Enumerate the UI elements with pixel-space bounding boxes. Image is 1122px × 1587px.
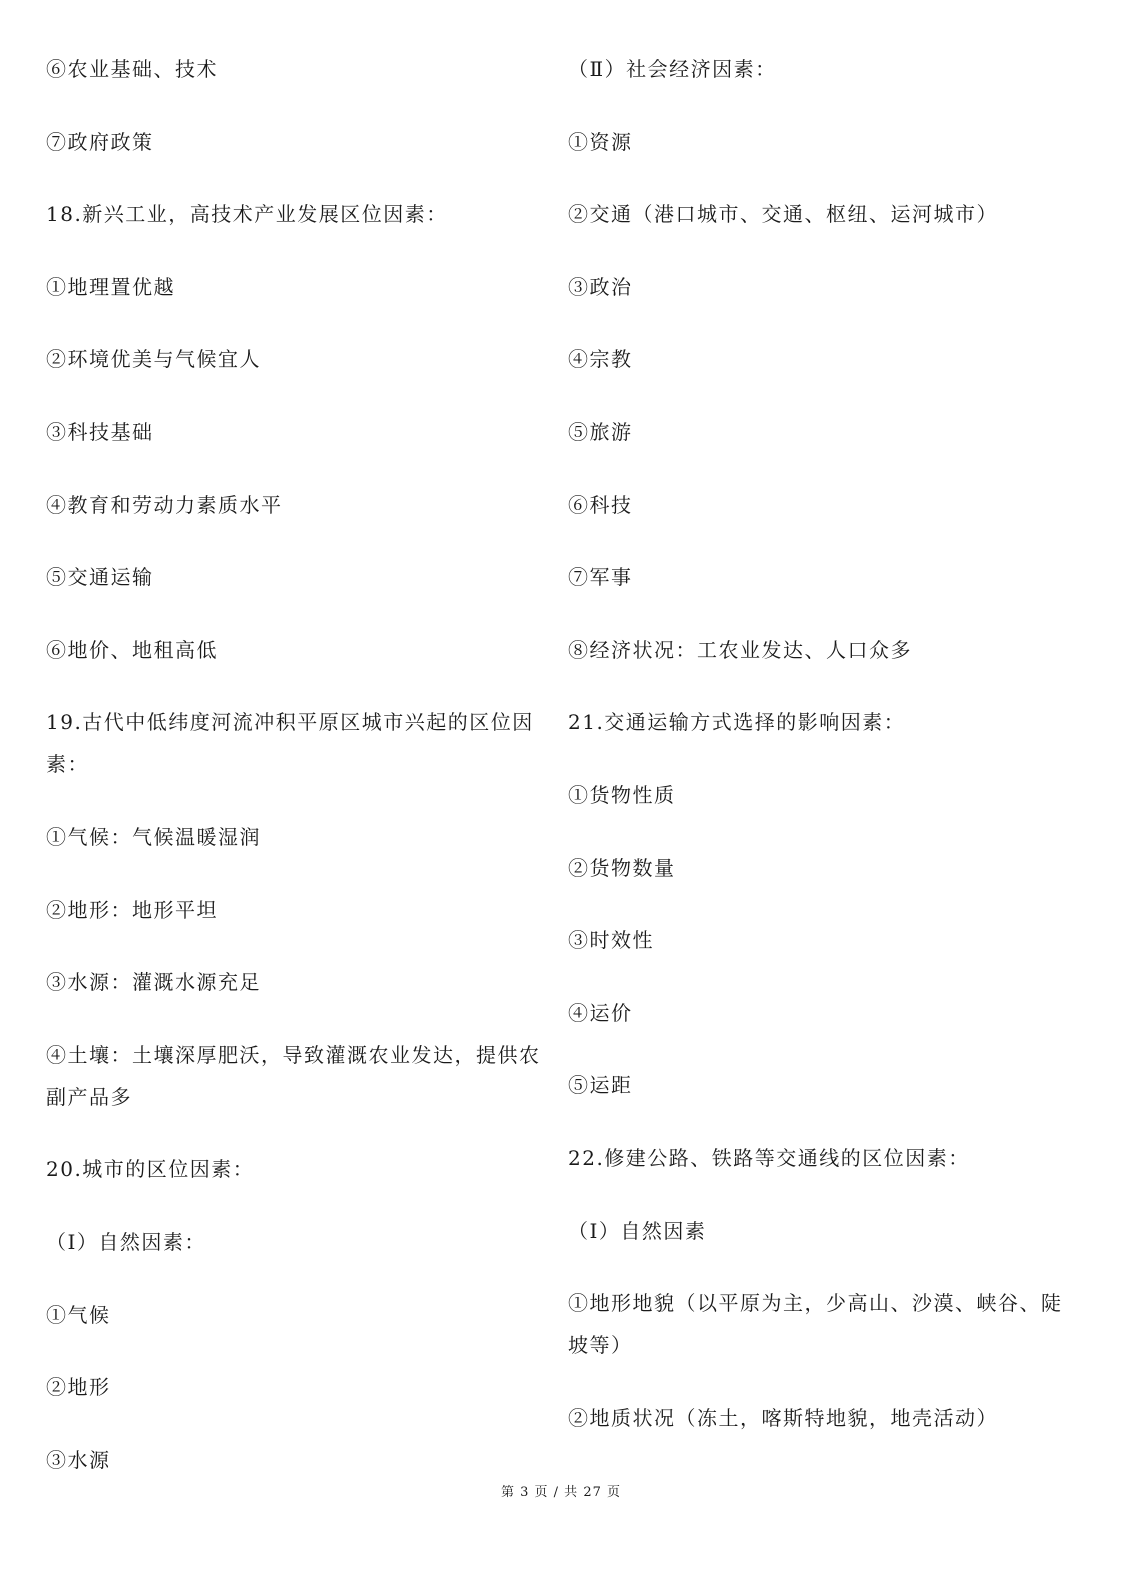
text-line: ②地质状况（冻土，喀斯特地貌，地壳活动） (568, 1405, 998, 1430)
subsection-heading: （Ⅱ）社会经济因素： (568, 57, 777, 81)
text-line: ⑥科技 (568, 492, 633, 517)
section-heading: 19.古代中低纬度河流冲积平原区城市兴起的区位因素： (46, 710, 534, 777)
text-line: ③水源 (46, 1447, 111, 1472)
subsection-heading: （Ⅰ）自然因素： (46, 1229, 206, 1254)
text-line: ③时效性 (568, 928, 654, 953)
text-line: ④土壤：土壤深厚肥沃，导致灌溉农业发达，提供农副产品多 (46, 1042, 541, 1109)
text-line: ②环境优美与气候宜人 (46, 347, 261, 372)
text-line: ③水源：灌溉水源充足 (46, 970, 261, 995)
text-line: ④教育和劳动力素质水平 (46, 492, 283, 517)
right-column (568, 48, 1078, 1469)
text-line: ④运价 (568, 1000, 633, 1025)
subsection-heading: （Ⅰ）自然因素 (568, 1218, 707, 1243)
text-line: ⑤运距 (568, 1073, 633, 1098)
text-line: ①货物性质 (568, 782, 676, 807)
text-line: ⑥地价、地租高低 (46, 637, 218, 662)
text-line: ①地理置优越 (46, 274, 175, 299)
section-heading: 22.修建公路、铁路等交通线的区位因素： (568, 1145, 970, 1170)
text-line: ②地形 (46, 1375, 111, 1400)
text-line: ⑦军事 (568, 565, 633, 590)
text-line: ②地形：地形平坦 (46, 897, 218, 922)
text-line: ①地形地貌（以平原为主，少高山、沙漠、峡谷、陡坡等） (568, 1291, 1063, 1358)
text-line: ⑥农业基础、技术 (46, 57, 218, 81)
text-line: ③政治 (568, 274, 633, 299)
text-line: ⑤旅游 (568, 419, 633, 444)
left-column (46, 48, 546, 1511)
page-footer: 第 3 页 / 共 27 页 (501, 1485, 621, 1500)
text-line: ⑧经济状况：工农业发达、人口众多 (568, 637, 912, 662)
text-line: ⑦政府政策 (46, 129, 154, 154)
text-line: ①气候：气候温暖湿润 (46, 824, 261, 849)
text-line: ②货物数量 (568, 855, 676, 880)
text-line: ⑤交通运输 (46, 565, 154, 590)
section-heading: 20.城市的区位因素： (46, 1157, 255, 1182)
section-heading: 21.交通运输方式选择的影响因素： (568, 710, 906, 735)
section-heading: 18.新兴工业，高技术产业发展区位因素： (46, 202, 448, 227)
text-line: ②交通（港口城市、交通、枢纽、运河城市） (568, 202, 998, 227)
text-line: ③科技基础 (46, 419, 154, 444)
text-line: ①资源 (568, 129, 633, 154)
text-line: ④宗教 (568, 347, 633, 372)
text-line: ①气候 (46, 1302, 111, 1327)
